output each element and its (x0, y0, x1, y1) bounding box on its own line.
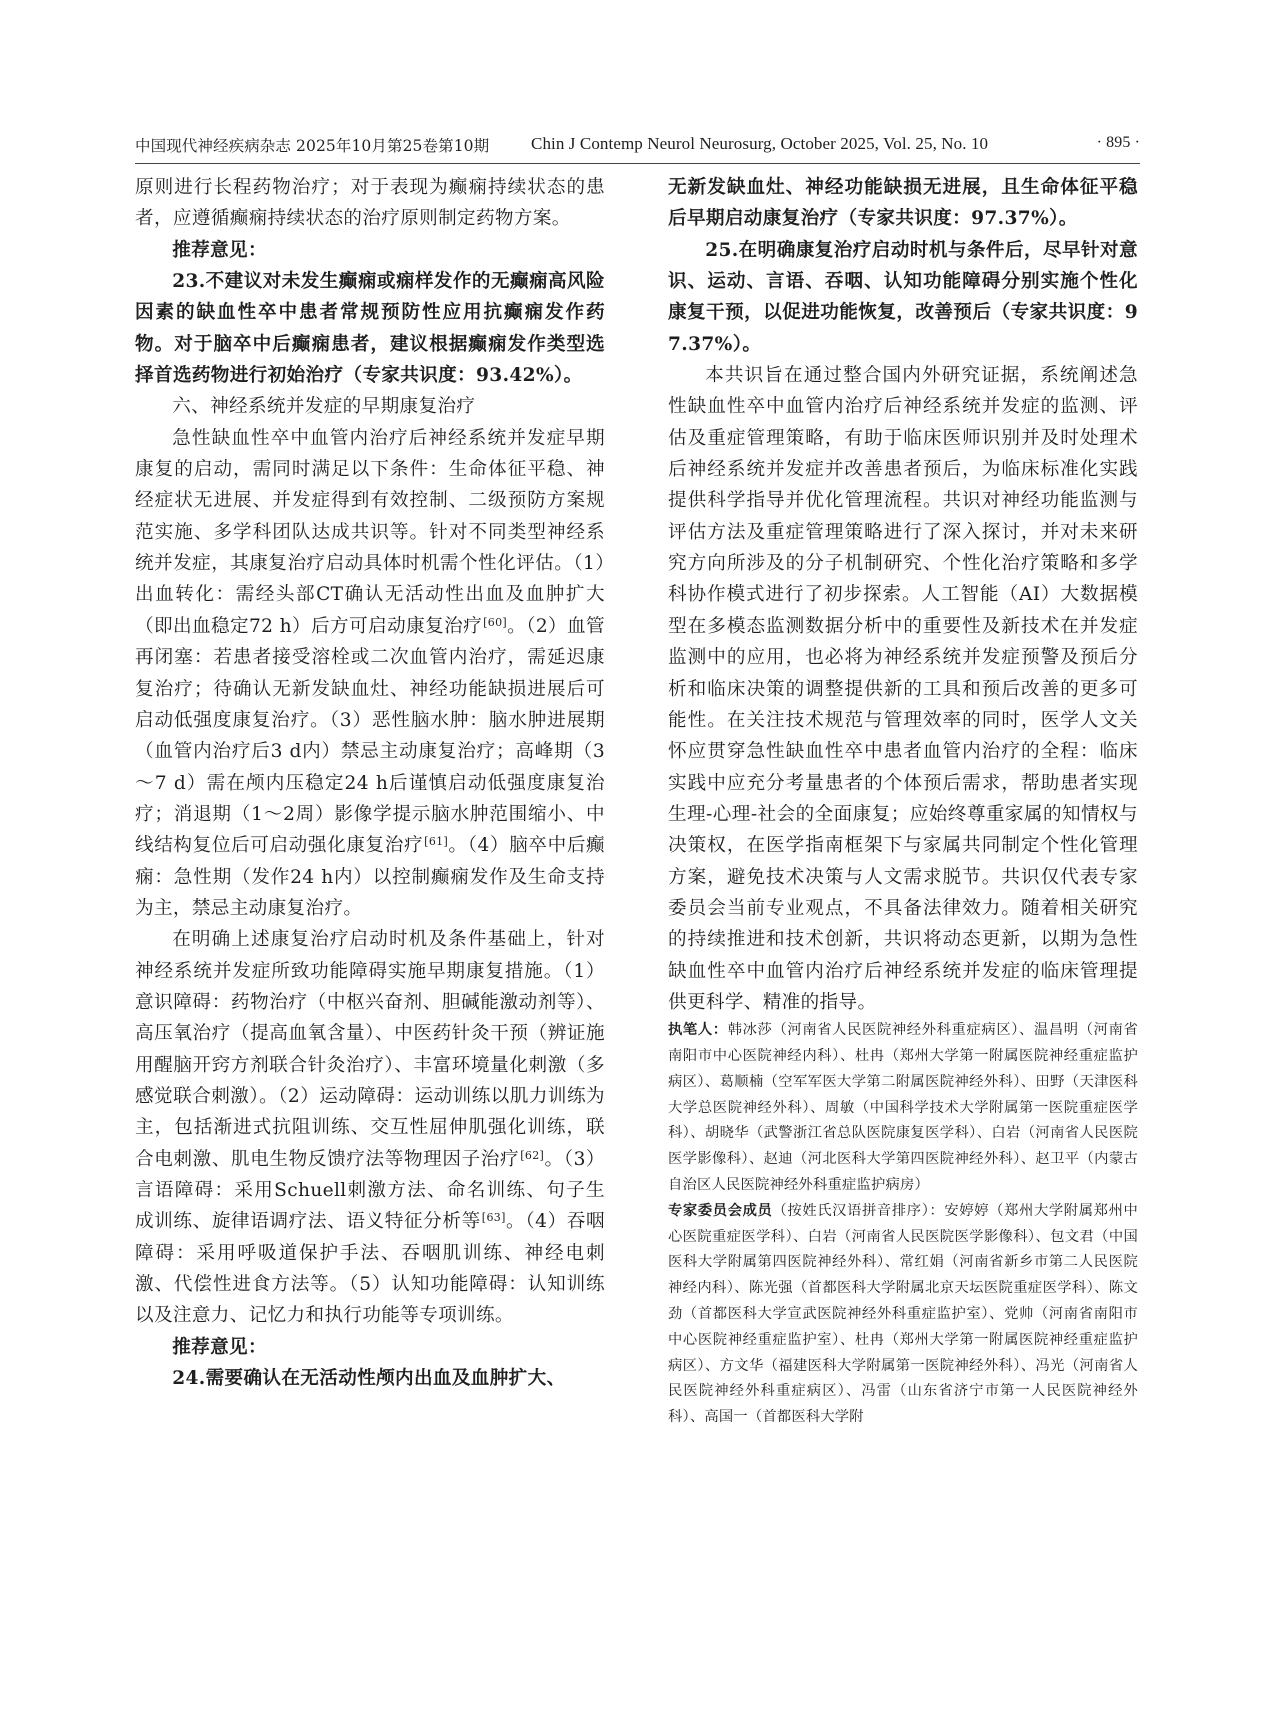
text-segment: 。（3）言语障碍：采用Schuell刺激方法、命名训练、句子生成训练、旋律语调疗法、语义特征分析等 (135, 1148, 605, 1233)
text-segment: 。（4）脑卒中后癫痫：急性期（发作24 h内）以控制癫痫发作及生命支持为主，禁忌主动康复治疗。 (135, 835, 605, 919)
authors-block (668, 1018, 1138, 1199)
authors-list: 韩冰莎（河南省人民医院神经外科重症病区）、温昌明（河南省南阳市中心医院神经内科）、杜冉（郑州大学第一附属医院神经重症监护病区）、葛顺楠（空军军医大学第二附属医院神经外科）、田野（天津医科大学总医院神经外科）、周敏（中国科学技术大学附属第一医院重症医学科）、胡晓华（武警浙江省总队医院康复医学科）、白岩（河南省人民医院医学影像科）、赵迪（河北医科大学第四医院神经外科）、赵卫平（内蒙古自治区人民医院神经外科重症监护病房） (668, 1022, 1138, 1194)
text-segment: 急性缺血性卒中血管内治疗后神经系统并发症早期康复的启动，需同时满足以下条件：生命体征平稳、神经症状无进展、并发症得到有效控制、二级预防方案规范实施、多学科团队达成共识等。针对不同类型神经系统并发症，其康复治疗启动具体时机需个性化评估。（1）出血转化：需经头部CT确认无活动性出血及血肿扩大（即出血稳定72 h）后方可启动康复治疗 (135, 427, 605, 637)
recommendation-label: 推荐意见： (172, 239, 267, 261)
left-column (135, 172, 605, 1394)
journal-title-en: Chin J Contemp Neurol Neurosurg, October 2025, Vol. 25, No. 10 (531, 134, 989, 153)
recommendation-24-start: 24.需要确认在无活动性颅内出血及血肿扩大、 (172, 1368, 566, 1390)
recommendation-25: 25.在明确康复治疗启动时机与条件后，尽早针对意识、运动、言语、吞咽、认知功能障碍分别实施个性化康复干预，以促进功能恢复，改善预后（专家共识度：97.37%）。 (668, 239, 1138, 355)
paragraph-rehab-timing (135, 423, 605, 925)
committee-block (668, 1199, 1138, 1431)
running-header (135, 134, 1140, 160)
paragraph-conclusion: 本共识旨在通过整合国内外研究证据，系统阐述急性缺血性卒中血管内治疗后神经系统并发症的监测、评估及重症管理策略，有助于临床医师识别并及时处理术后神经系统并发症并改善患者预后，为临床标准化实践提供科学指导并优化管理流程。共识对神经功能监测与评估方法及重症管理策略进行了深入探讨，并对未来研究方向所涉及的分子机制研究、个性化治疗策略和多学科协作模式进行了初步探索。人工智能（AI）大数据模型在多模态监测数据分析中的重要性及新技术在并发症监测中的应用，也必将为神经系统并发症预警及预后分析和临床决策的调整提供新的工具和预后改善的更多可能性。在关注技术规范与管理效率的同时，医学人文关怀应贯穿急性缺血性卒中患者血管内治疗的全程：临床实践中应充分考量患者的个体预后需求，帮助患者实现生理-心理-社会的全面康复；应始终尊重家属的知情权与决策权，在医学指南框架下与家属共同制定个性化管理方案，避免技术决策与人文需求脱节。共识仅代表专家委员会当前专业观点，不具备法律效力。随着相关研究的持续推进和技术创新，共识将动态更新，以期为急性缺血性卒中血管内治疗后神经系统并发症的临床管理提供更科学、精准的指导。 (668, 365, 1138, 1013)
section-heading-6: 六、神经系统并发症的早期康复治疗 (172, 396, 476, 418)
citation-60[interactable]: [60] (483, 615, 508, 629)
journal-title-cn: 中国现代神经疾病杂志 2025年10月第25卷第10期 (135, 137, 490, 155)
paragraph-rehab-measures (135, 924, 605, 1331)
page-number: · 895 · (1096, 134, 1140, 151)
paragraph-continued: 原则进行长程药物治疗；对于表现为癫痫持续状态的患者，应遵循癫痫持续状态的治疗原则制定药物方案。 (135, 177, 605, 230)
header-rule (135, 163, 1140, 164)
citation-63[interactable]: [63] (481, 1211, 506, 1225)
text-segment: 。（4）吞咽障碍：采用呼吸道保护手法、吞咽肌训练、神经电刺激、代偿性进食方法等。（5）认知功能障碍：认知训练以及注意力、记忆力和执行功能等专项训练。 (135, 1211, 605, 1327)
citation-61[interactable]: [61] (424, 835, 449, 849)
text-segment: 。（2）血管再闭塞：若患者接受溶栓或二次血管内治疗，需延迟康复治疗；待确认无新发缺血灶、神经功能缺损进展后可启动低强度康复治疗。（3）恶性脑水肿：脑水肿进展期（血管内治疗后3 d内）禁忌主动康复治疗；高峰期（3～7 d）需在颅内压稳定24 h后谨慎启动低强度康复治疗；消退期（1～2周）影像学提示脑水肿范围缩小、中线结构复位后可启动强化康复治疗 (135, 615, 606, 857)
recommendation-23: 23.不建议对未发生癫痫或痫样发作的无癫痫高风险因素的缺血性卒中患者常规预防性应用抗癫痫发作药物。对于脑卒中后癫痫患者，建议根据癫痫发作类型选择首选药物进行初始治疗（专家共识度：93.42%）。 (135, 271, 605, 387)
right-column (668, 172, 1138, 1431)
recommendation-24-end: 无新发缺血灶、神经功能缺损无进展，且生命体征平稳后早期启动康复治疗（专家共识度：97.37%）。 (668, 177, 1138, 230)
committee-list: （按姓氏汉语拼音排序）：安婷婷（郑州大学附属郑州中心医院重症医学科）、白岩（河南省人民医院医学影像科）、包文君（中国医科大学附属第四医院神经外科）、常红娟（河南省新乡市第二人民医院神经内科）、陈光强（首都医科大学附属北京天坛医院重症医学科）、陈文劲（首都医科大学宣武医院神经外科重症监护室）、党帅（河南省南阳市中心医院神经重症监护室）、杜冉（郑州大学第一附属医院神经重症监护病区）、方文华（福建医科大学附属第一医院神经外科）、冯光（河南省人民医院神经外科重症病区）、冯雷（山东省济宁市第一人民医院神经外科）、高国一（首都医科大学附 (668, 1202, 1138, 1426)
committee-label: 专家委员会成员 (668, 1202, 773, 1219)
authors-label: 执笔人： (668, 1022, 728, 1039)
text-segment: 在明确上述康复治疗启动时机及条件基础上，针对神经系统并发症所致功能障碍实施早期康复措施。（1）意识障碍：药物治疗（中枢兴奋剂、胆碱能激动剂等）、高压氧治疗（提高血氧含量）、中医药针灸干预（辨证施用醒脑开窍方剂联合针灸治疗）、丰富环境量化刺激（多感觉联合刺激）。（2）运动障碍：运动训练以肌力训练为主，包括渐进式抗阻训练、交互性屈伸肌强化训练，联合电刺激、肌电生物反馈疗法等物理因子治疗 (135, 929, 605, 1170)
recommendation-label: 推荐意见： (172, 1336, 267, 1358)
citation-62[interactable]: [62] (520, 1148, 545, 1162)
